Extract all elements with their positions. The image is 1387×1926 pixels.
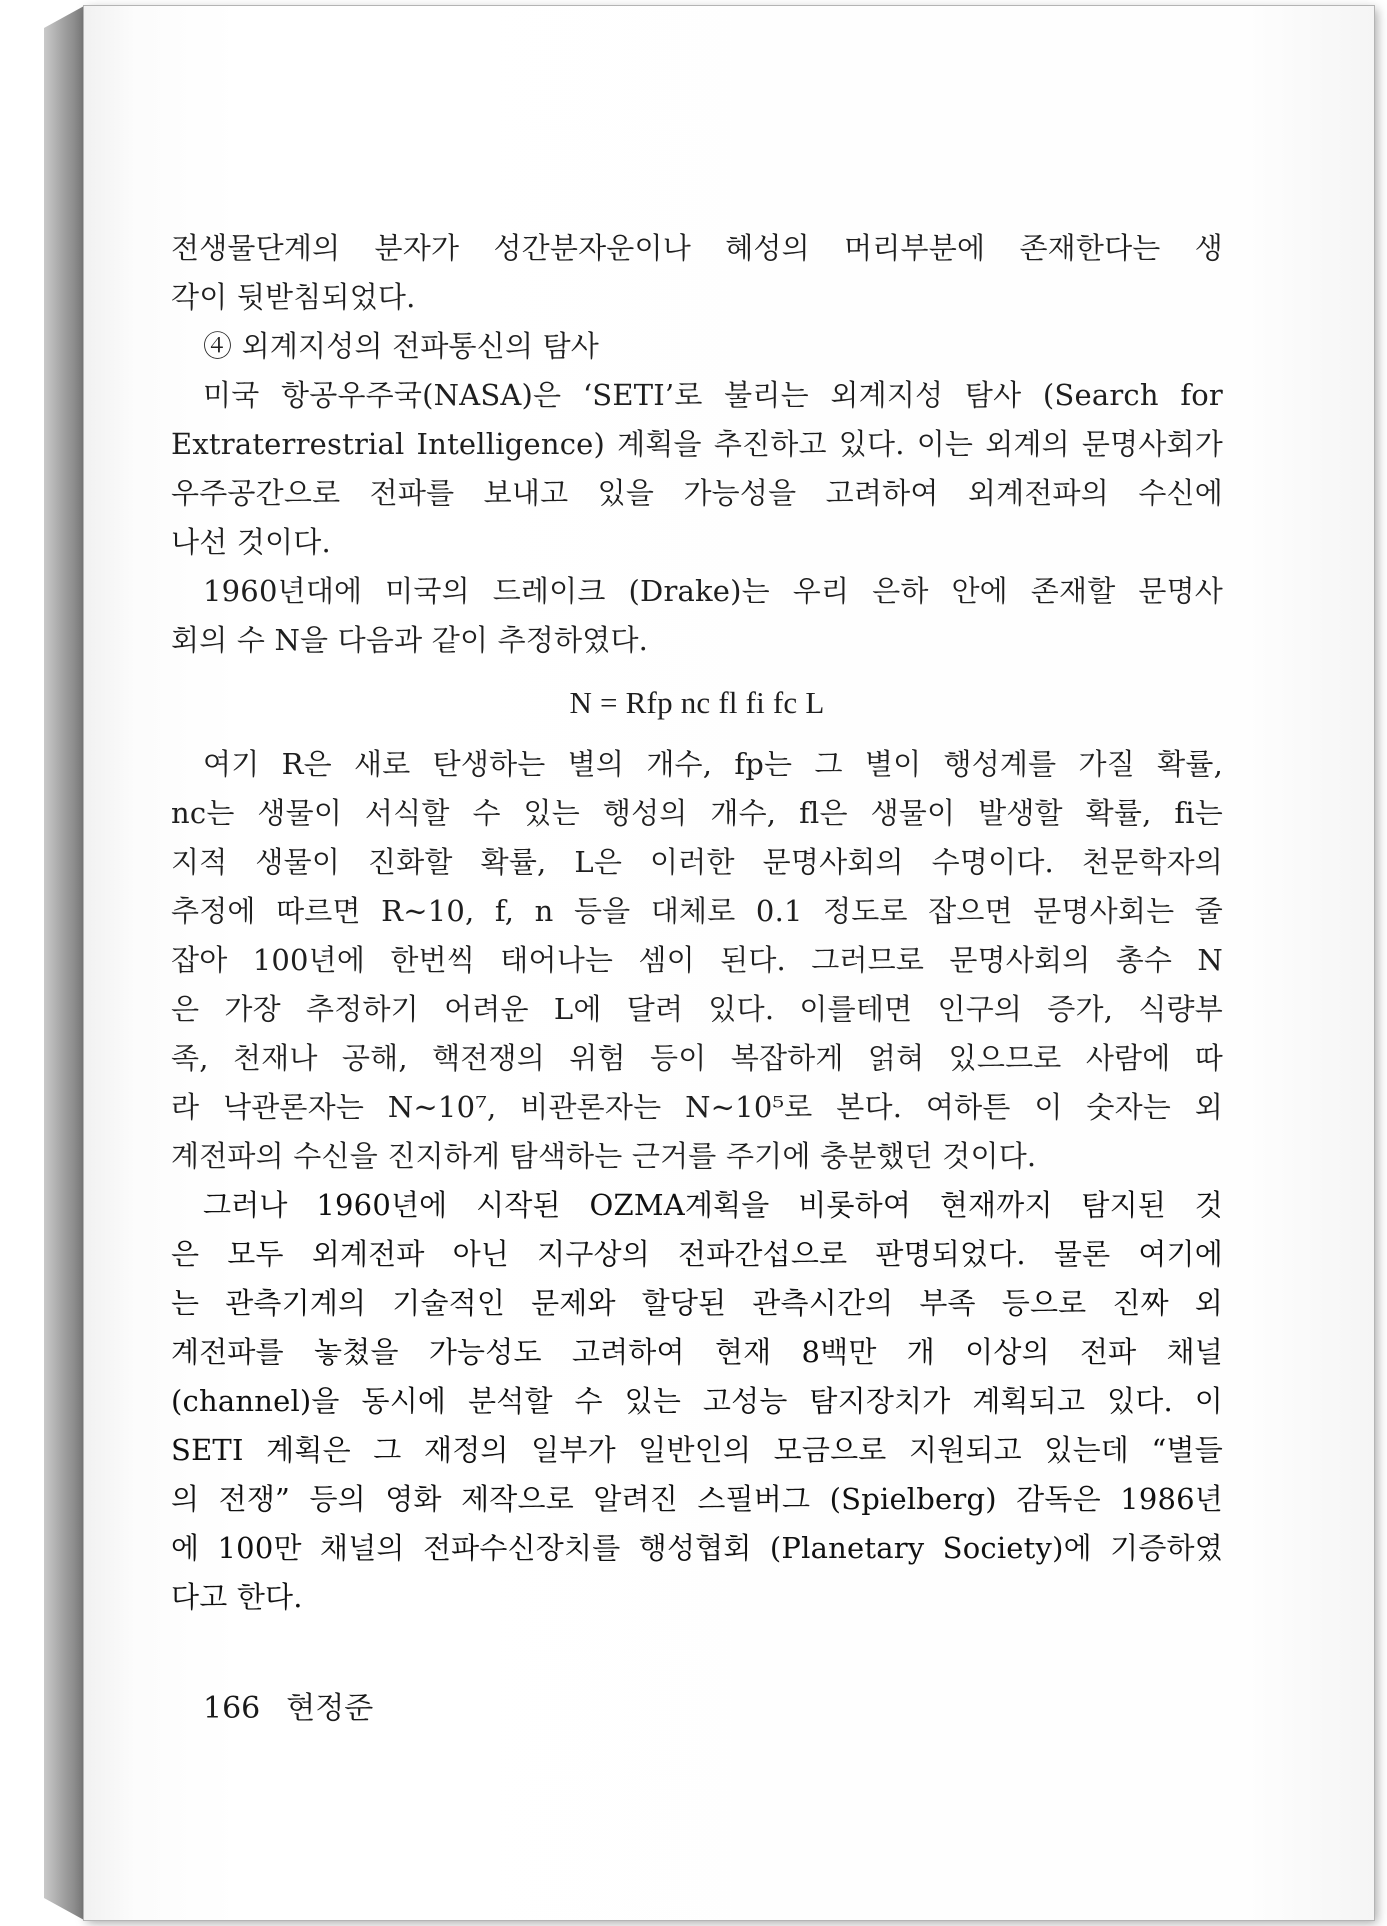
text-line: 지적 생물이 진화할 확률, L은 이러한 문명사회의 수명이다. 천문학자의 bbox=[171, 845, 1223, 879]
text-line: SETI 계획은 그 재정의 일부가 일반인의 모금으로 지원되고 있는데 “별들 bbox=[171, 1433, 1223, 1467]
section-heading: ④ 외계지성의 전파통신의 탐사 bbox=[203, 329, 600, 363]
author-name: 현정준 bbox=[286, 1691, 374, 1726]
text-line: 는 관측기계의 기술적인 문제와 할당된 관측시간의 부족 등으로 진짜 외 bbox=[171, 1286, 1223, 1320]
text-line: 각이 뒷받침되었다. bbox=[171, 280, 416, 314]
text-line: Extraterrestrial Intelligence) 계획을 추진하고 있다. 이는 외계의 문명사회가 bbox=[171, 427, 1223, 461]
text-line: 우주공간으로 전파를 보내고 있을 가능성을 고려하여 외계전파의 수신에 bbox=[171, 476, 1223, 510]
text-line: 계전파의 수신을 진지하게 탐색하는 근거를 주기에 충분했던 것이다. bbox=[171, 1139, 1037, 1173]
text-line: 잡아 100년에 한번씩 태어나는 셈이 된다. 그러므로 문명사회의 총수 N bbox=[171, 943, 1223, 977]
text-line: (channel)을 동시에 분석할 수 있는 고성능 탐지장치가 계획되고 있다. 이 bbox=[171, 1384, 1223, 1418]
text-line: 족, 천재나 공해, 핵전쟁의 위험 등이 복잡하게 얽혀 있으므로 사람에 따 bbox=[171, 1041, 1223, 1075]
body-text bbox=[171, 224, 1223, 1622]
text-line: 회의 수 N을 다음과 같이 추정하였다. bbox=[171, 623, 649, 657]
text-line: 다고 한다. bbox=[171, 1580, 303, 1614]
page-footer bbox=[203, 1683, 373, 1727]
text-line: 에 100만 채널의 전파수신장치를 행성협회 (Planetary Society)에 기증하였 bbox=[171, 1531, 1223, 1565]
book-spine bbox=[44, 6, 84, 1920]
text-line: 여기 R은 새로 탄생하는 별의 개수, fp는 그 별이 행성계를 가질 확률, bbox=[203, 747, 1223, 781]
text-line: 계전파를 놓쳤을 가능성도 고려하여 현재 8백만 개 이상의 전파 채널 bbox=[171, 1335, 1223, 1369]
text-line: 은 모두 외계전파 아닌 지구상의 전파간섭으로 판명되었다. 물론 여기에 bbox=[171, 1237, 1223, 1271]
page-number: 166 bbox=[203, 1691, 261, 1726]
text-line: 나선 것이다. bbox=[171, 525, 331, 559]
text-line: 라 낙관론자는 N∼10⁷, 비관론자는 N∼10⁵로 본다. 여하튼 이 숫자는 외 bbox=[171, 1090, 1223, 1124]
text-line: 그러나 1960년에 시작된 OZMA계획을 비롯하여 현재까지 탐지된 것 bbox=[203, 1188, 1223, 1222]
text-line: 은 가장 추정하기 어려운 L에 달려 있다. 이를테면 인구의 증가, 식량부 bbox=[171, 992, 1223, 1026]
text-line: 의 전쟁” 등의 영화 제작으로 알려진 스필버그 (Spielberg) 감독은 1986년 bbox=[171, 1482, 1223, 1516]
text-line: 추정에 따르면 R∼10, f, n 등을 대체로 0.1 정도로 잡으면 문명사회는 줄 bbox=[171, 894, 1223, 928]
text-line: 미국 항공우주국(NASA)은 ‘SETI’로 불리는 외계지성 탐사 (Search for bbox=[203, 378, 1223, 412]
text-line: 전생물단계의 분자가 성간분자운이나 혜성의 머리부분에 존재한다는 생 bbox=[171, 231, 1223, 265]
drake-equation: N = Rfp nc fl fi fc L bbox=[569, 685, 825, 720]
text-line: nc는 생물이 서식할 수 있는 행성의 개수, fl은 생물이 발생할 확률, fi는 bbox=[171, 796, 1223, 830]
text-line: 1960년대에 미국의 드레이크 (Drake)는 우리 은하 안에 존재할 문명사 bbox=[203, 574, 1223, 608]
